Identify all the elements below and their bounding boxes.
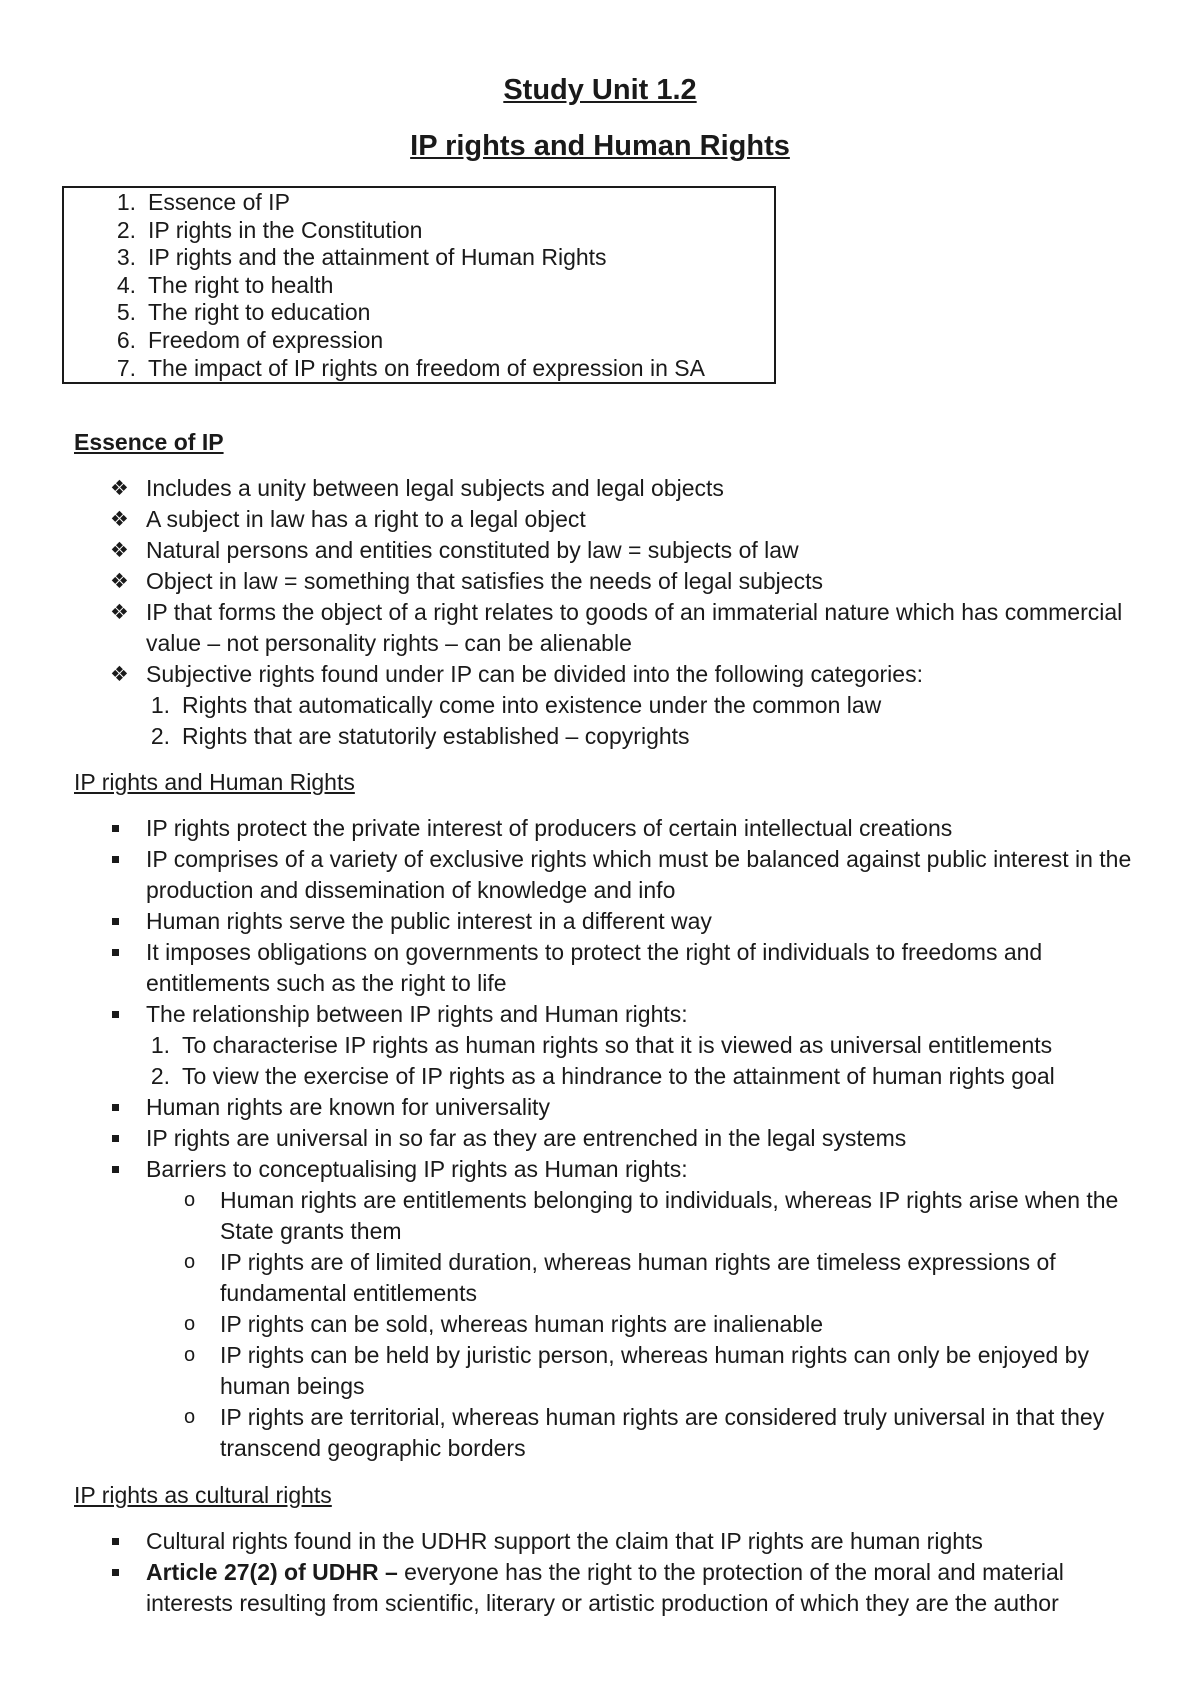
essence-bullet-list: [74, 473, 1154, 752]
toc-item: 1. Essence of IP: [116, 189, 290, 215]
square-bullet-icon: [112, 1538, 119, 1545]
toc-item: 5. The right to education: [116, 299, 371, 326]
square-bullet-icon: [112, 1135, 119, 1142]
diamond-bullet-icon: ❖: [110, 477, 129, 500]
human-rights-bullet-list: [74, 813, 1154, 1464]
square-bullet-icon: [112, 825, 119, 832]
page-subtitle: IP rights and Human Rights: [410, 130, 790, 162]
diamond-bullet-icon: ❖: [110, 570, 129, 593]
square-bullet-icon: [112, 856, 119, 863]
numbered-item: 2. To view the exercise of IP rights as a hindrance to the attainment of human rights goal: [150, 1063, 1055, 1089]
numbered-item: 1. To characterise IP rights as human rights so that it is viewed as universal entitlements: [150, 1032, 1053, 1058]
diamond-bullet-icon: ❖: [110, 539, 129, 562]
cultural-bullet-list: [74, 1526, 1154, 1619]
section-heading-human-rights: IP rights and Human Rights: [74, 769, 355, 795]
list-item: Barriers to conceptualising IP rights as Human rights:: [74, 1154, 1154, 1185]
circle-bullet-icon: o: [184, 1189, 196, 1211]
diamond-bullet-icon: ❖: [110, 508, 129, 531]
sub-list-item: o IP rights can be held by juristic person, whereas human rights can only be enjoyed by human beings: [184, 1342, 1089, 1399]
diamond-bullet-icon: ❖: [110, 601, 129, 624]
circle-bullet-icon: o: [184, 1313, 196, 1335]
sub-list-item: o IP rights are of limited duration, whereas human rights are timeless expressions of fundamental entitlements: [184, 1249, 1056, 1306]
sub-list-item: o Human rights are entitlements belonging to individuals, whereas IP rights arise when the State grants them: [184, 1187, 1119, 1244]
list-item: IP rights protect the private interest of producers of certain intellectual creations: [74, 813, 1154, 844]
list-item: ❖ Subjective rights found under IP can be divided into the following categories:: [74, 659, 1154, 690]
square-bullet-icon: [112, 1011, 119, 1018]
list-item: ❖ Natural persons and entities constituted by law = subjects of law: [74, 535, 1154, 566]
document-body: [74, 427, 1154, 1619]
circle-bullet-icon: o: [184, 1251, 196, 1273]
list-item: ❖ A subject in law has a right to a legal object: [74, 504, 1154, 535]
list-item: ❖ IP that forms the object of a right relates to goods of an immaterial nature which has commercial value – not personality rights – can be alienable: [110, 599, 1123, 656]
list-item: Human rights are known for universality: [74, 1092, 1154, 1123]
list-item: Cultural rights found in the UDHR support the claim that IP rights are human rights: [74, 1526, 1154, 1557]
toc-item: 4. The right to health: [116, 271, 334, 298]
toc-item: 7. The impact of IP rights on freedom of expression in SA: [116, 354, 705, 381]
circle-bullet-icon: o: [184, 1406, 196, 1428]
table-of-contents: [62, 186, 776, 384]
list-item: IP rights are universal in so far as they are entrenched in the legal systems: [74, 1123, 1154, 1154]
square-bullet-icon: [112, 918, 119, 925]
list-item: The relationship between IP rights and Human rights:: [74, 999, 1154, 1030]
sub-list-item: o IP rights can be sold, whereas human rights are inalienable: [74, 1309, 1154, 1340]
list-item: IP comprises of a variety of exclusive rights which must be balanced against public interest in the production and dissemination of knowledge and info: [74, 844, 1154, 906]
square-bullet-icon: [112, 949, 119, 956]
numbered-item: 2. Rights that are statutorily established – copyrights: [150, 723, 690, 749]
numbered-item: 1. Rights that automatically come into existence under the common law: [150, 692, 882, 718]
toc-item: 2. IP rights in the Constitution: [116, 216, 423, 243]
square-bullet-icon: [112, 1569, 119, 1576]
section-heading-essence: Essence of IP: [74, 429, 224, 455]
square-bullet-icon: [112, 1166, 119, 1173]
toc-item: 3. IP rights and the attainment of Human Rights: [116, 244, 607, 271]
diamond-bullet-icon: ❖: [110, 663, 129, 686]
sub-list-item: o IP rights are territorial, whereas human rights are considered truly universal in that they transcend geographic borders: [184, 1404, 1105, 1461]
circle-bullet-icon: o: [184, 1344, 196, 1366]
article-reference: Article 27(2) of UDHR –: [146, 1559, 398, 1585]
list-item: ❖ Includes a unity between legal subjects and legal objects: [74, 473, 1154, 504]
page-title: Study Unit 1.2: [503, 74, 697, 106]
list-item: Article 27(2) of UDHR – everyone has the right to the protection of the moral and material interests resulting from scientific, literary or artistic production of which they are the author: [74, 1557, 1154, 1619]
section-heading-cultural-rights: IP rights as cultural rights: [74, 1482, 332, 1508]
toc-item: 6. Freedom of expression: [116, 326, 384, 353]
list-item: It imposes obligations on governments to protect the right of individuals to freedoms and entitlements such as the right to life: [74, 937, 1154, 999]
list-item: ❖ Object in law = something that satisfies the needs of legal subjects: [74, 566, 1154, 597]
list-item: Human rights serve the public interest in a different way: [74, 906, 1154, 937]
square-bullet-icon: [112, 1104, 119, 1111]
